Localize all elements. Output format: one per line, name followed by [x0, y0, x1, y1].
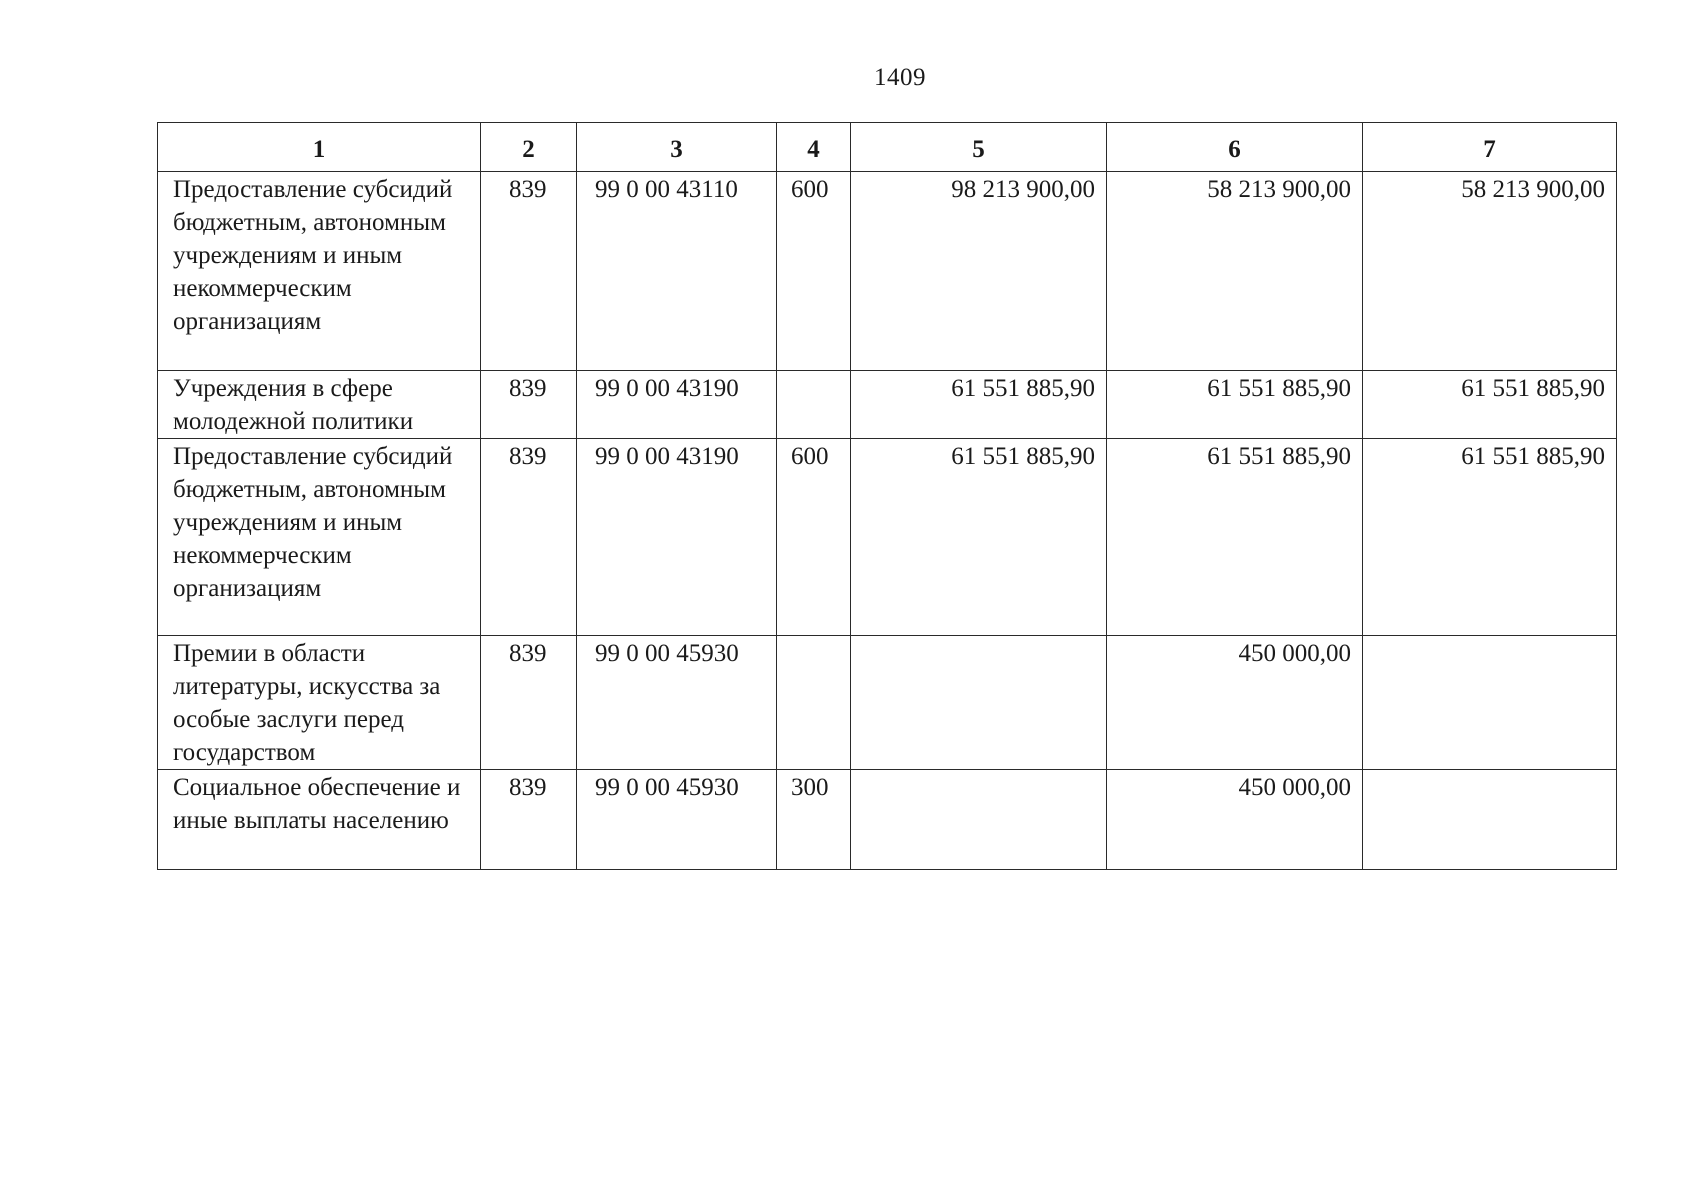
- expense-type-code: [791, 636, 839, 637]
- amount-col6-cell: [1107, 172, 1363, 371]
- column-header-1: 1: [158, 123, 481, 172]
- amount-col5: [866, 770, 1095, 771]
- table-row: [158, 770, 1617, 870]
- amount-col6: 61 551 885,90: [1207, 443, 1351, 470]
- ministry-code: 839: [509, 375, 547, 402]
- ministry-code: 839: [509, 774, 547, 801]
- amount-col5: 61 551 885,90: [951, 375, 1095, 402]
- amount-col5-cell: [851, 439, 1107, 636]
- amount-col7: 61 551 885,90: [1461, 443, 1605, 470]
- amount-col5-cell: [851, 636, 1107, 770]
- column-header-5: 5: [851, 123, 1107, 172]
- amount-col6-cell: [1107, 770, 1363, 870]
- target-article-cell: [577, 439, 777, 636]
- ministry-cell: [481, 172, 577, 371]
- table-row: [158, 439, 1617, 636]
- expense-type-code: 300: [791, 774, 829, 801]
- table-row: [158, 371, 1617, 439]
- column-header-4: 4: [777, 123, 851, 172]
- expense-type-code: 600: [791, 443, 829, 470]
- amount-col6-cell: [1107, 439, 1363, 636]
- amount-col5-cell: [851, 770, 1107, 870]
- target-article-code: 99 0 00 43110: [595, 176, 738, 203]
- ministry-code: 839: [509, 176, 547, 203]
- amount-col6: 61 551 885,90: [1207, 375, 1351, 402]
- row-name: Учреждения в сфере молодежной политики: [173, 375, 414, 435]
- target-article-cell: [577, 172, 777, 371]
- column-header-2: 2: [481, 123, 577, 172]
- ministry-cell: [481, 770, 577, 870]
- expense-type-code: 600: [791, 176, 829, 203]
- amount-col7: 61 551 885,90: [1461, 375, 1605, 402]
- amount-col7-cell: [1363, 439, 1617, 636]
- row-name: Предоставление субсидий бюджетным, автономным учреждениям и иным некоммерческим организациям: [173, 443, 453, 602]
- expense-type-cell: [777, 770, 851, 870]
- amount-col7-cell: [1363, 371, 1617, 439]
- amount-col5-cell: [851, 172, 1107, 371]
- amount-col6-cell: [1107, 371, 1363, 439]
- ministry-cell: [481, 371, 577, 439]
- amount-col7-cell: [1363, 172, 1617, 371]
- page-number: 1409: [874, 64, 926, 91]
- expense-type-cell: [777, 371, 851, 439]
- row-name-cell: [158, 636, 481, 770]
- row-name: Предоставление субсидий бюджетным, автономным учреждениям и иным некоммерческим организациям: [173, 176, 453, 335]
- table-row: [158, 172, 1617, 371]
- amount-col7-cell: [1363, 770, 1617, 870]
- amount-col6: 450 000,00: [1238, 774, 1351, 801]
- amount-col6: 58 213 900,00: [1207, 176, 1351, 203]
- expense-type-cell: [777, 439, 851, 636]
- target-article-code: 99 0 00 43190: [595, 443, 739, 470]
- ministry-code: 839: [509, 443, 547, 470]
- target-article-code: 99 0 00 45930: [595, 774, 739, 801]
- expense-type-code: [791, 371, 839, 372]
- column-header-7: 7: [1363, 123, 1617, 172]
- amount-col7: [1378, 770, 1605, 771]
- amount-col7: [1378, 636, 1605, 637]
- row-name-cell: [158, 770, 481, 870]
- amount-col5: 61 551 885,90: [951, 443, 1095, 470]
- ministry-code: 839: [509, 640, 547, 667]
- ministry-cell: [481, 636, 577, 770]
- row-name-cell: [158, 439, 481, 636]
- expense-type-cell: [777, 172, 851, 371]
- target-article-cell: [577, 770, 777, 870]
- row-name: Социальное обеспечение и иные выплаты населению: [173, 774, 461, 834]
- column-header-6: 6: [1107, 123, 1363, 172]
- target-article-code: 99 0 00 45930: [595, 640, 739, 667]
- amount-col5: [866, 636, 1095, 637]
- ministry-cell: [481, 439, 577, 636]
- row-name-cell: [158, 371, 481, 439]
- expense-type-cell: [777, 636, 851, 770]
- column-header-3: 3: [577, 123, 777, 172]
- target-article-cell: [577, 371, 777, 439]
- amount-col7: 58 213 900,00: [1461, 176, 1605, 203]
- amount-col5: 98 213 900,00: [951, 176, 1095, 203]
- target-article-cell: [577, 636, 777, 770]
- table-row: [158, 636, 1617, 770]
- amount-col6-cell: [1107, 636, 1363, 770]
- row-name-cell: [158, 172, 481, 371]
- amount-col6: 450 000,00: [1238, 640, 1351, 667]
- target-article-code: 99 0 00 43190: [595, 375, 739, 402]
- table-header-row: [158, 123, 1617, 172]
- budget-table: [157, 122, 1617, 870]
- amount-col7-cell: [1363, 636, 1617, 770]
- amount-col5-cell: [851, 371, 1107, 439]
- row-name: Премии в области литературы, искусства за особые заслуги перед государством: [173, 640, 441, 766]
